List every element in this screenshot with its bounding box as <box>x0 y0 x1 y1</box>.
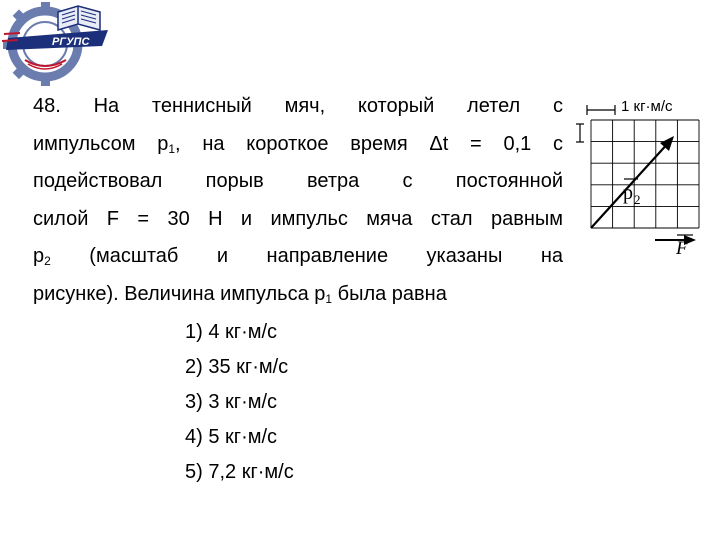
answer-list <box>185 315 294 490</box>
grid <box>591 120 699 228</box>
force-label: F <box>676 238 688 259</box>
problem-text-segment: импульсом р <box>33 132 169 155</box>
problem-text-segment: рисунке). Величина импульса p <box>33 282 326 305</box>
problem-line <box>33 276 563 314</box>
problem-text-segment: , на короткое время Δt = 0,1 с <box>175 132 563 155</box>
rgups-logo <box>0 0 112 88</box>
problem-line <box>33 163 563 201</box>
problem-text-segment: силой F = 30 Н и импульс мяча стал равным <box>33 207 563 230</box>
p2-label: p <box>623 182 633 204</box>
answer-option[interactable]: 1) 4 кг·м/с <box>185 321 278 343</box>
problem-text-segment: подействовал порыв ветра с постоянной <box>33 170 563 192</box>
problem-line <box>33 238 563 276</box>
answer-option[interactable]: 2) 35 кг·м/с <box>185 356 289 378</box>
problem-line <box>33 201 563 239</box>
subscript: 1 <box>325 291 333 306</box>
logo-text: РГУПС <box>52 36 90 48</box>
vector-figure <box>575 92 710 262</box>
problem-text-segment: была равна <box>332 282 447 305</box>
problem-text-segment: p <box>33 245 45 267</box>
force-vector <box>655 235 696 259</box>
problem-text-segment: (масштаб и направление указаны на <box>50 245 563 267</box>
problem-line <box>33 126 563 164</box>
p2-vector <box>591 136 674 228</box>
answer-option[interactable]: 4) 5 кг·м/с <box>185 426 278 448</box>
book-icon <box>58 6 100 30</box>
scale-label: 1 кг·м/с <box>621 98 673 115</box>
problem-text-segment: 48. На теннисный мяч, который летел с <box>33 95 563 117</box>
answer-option[interactable]: 3) 3 кг·м/с <box>185 391 278 413</box>
problem-text <box>33 88 563 313</box>
problem-line <box>33 88 563 126</box>
subscript: 2 <box>44 254 51 268</box>
answer-option[interactable]: 5) 7,2 кг·м/с <box>185 461 294 483</box>
subscript: 1 <box>168 141 176 156</box>
p2-subscript: 2 <box>634 192 641 207</box>
